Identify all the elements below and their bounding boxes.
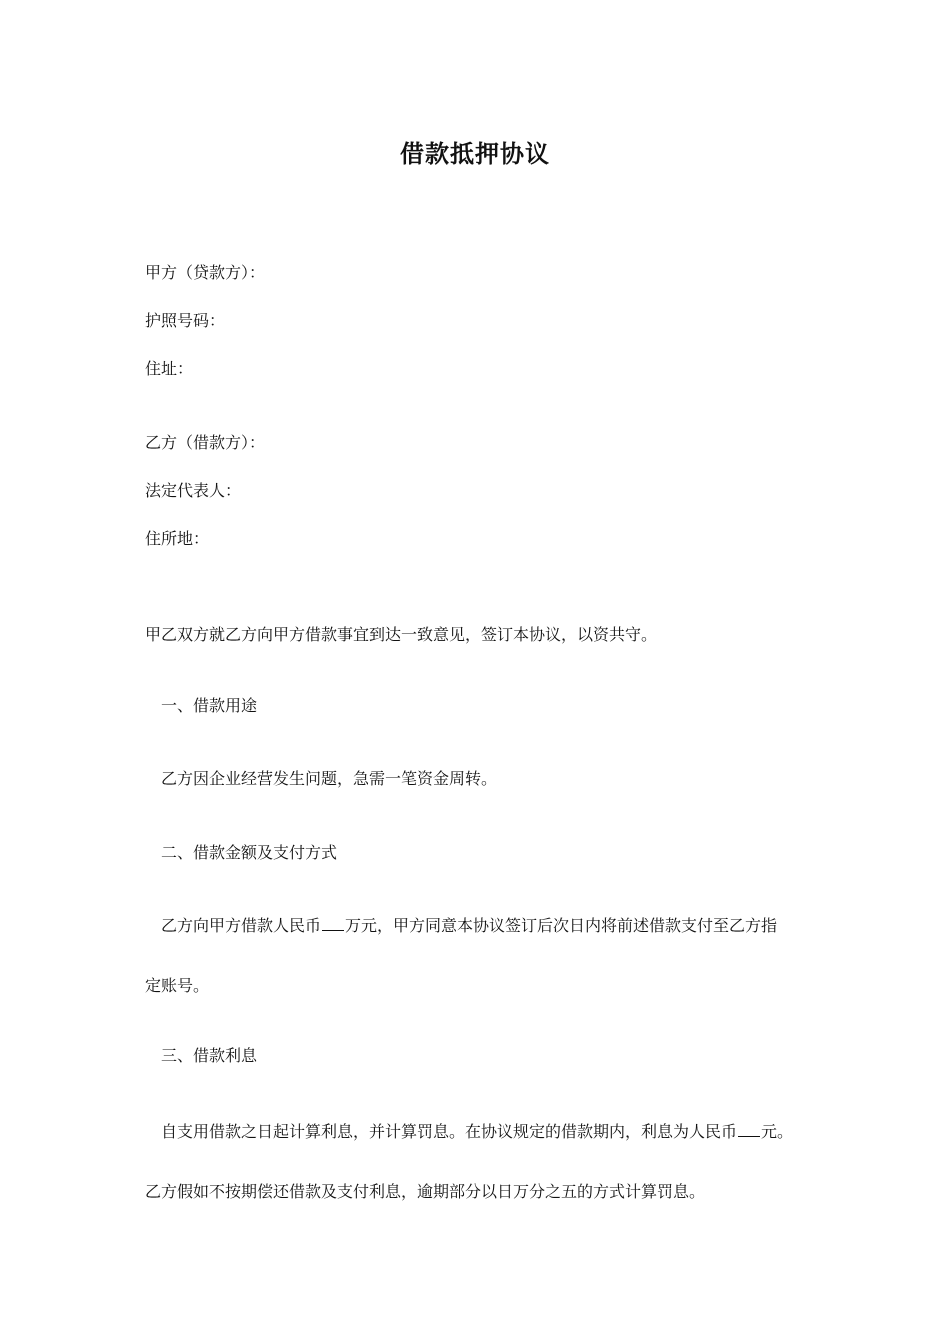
party-b-domicile: 住所地： xyxy=(145,529,210,548)
document-title: 借款抵押协议 xyxy=(400,139,550,168)
section-3-heading: 三、借款利息 xyxy=(161,1046,258,1065)
party-b-legal-rep: 法定代表人： xyxy=(145,481,242,500)
section-1-body: 乙方因企业经营发生问题，急需一笔资金周转。 xyxy=(161,769,498,788)
party-a-address: 住址： xyxy=(145,359,194,378)
party-b-label: 乙方（借款方）： xyxy=(145,433,266,452)
section-3-body-pre: 自支用借款之日起计算利息，并计算罚息。在协议规定的借款期内，利息为人民币 xyxy=(161,1122,738,1141)
party-a-label: 甲方（贷款方）： xyxy=(145,263,266,282)
section-2-heading: 二、借款金额及支付方式 xyxy=(161,843,338,862)
section-3-body xyxy=(161,1122,793,1142)
section-2-body-cont: 定账号。 xyxy=(145,976,210,995)
section-3-body-cont: 乙方假如不按期偿还借款及支付利息，逾期部分以日万分之五的方式计算罚息。 xyxy=(145,1182,706,1201)
section-3-body-post: 元。 xyxy=(761,1122,794,1141)
party-a-passport: 护照号码： xyxy=(145,311,226,330)
amount-blank xyxy=(322,916,344,931)
section-2-body-pre: 乙方向甲方借款人民币 xyxy=(161,916,322,935)
section-2-body-post: 万元，甲方同意本协议签订后次日内将前述借款支付至乙方指 xyxy=(345,916,778,935)
interest-blank xyxy=(738,1122,760,1137)
section-2-body xyxy=(161,916,777,936)
preamble: 甲乙双方就乙方向甲方借款事宜到达一致意见，签订本协议，以资共守。 xyxy=(145,625,658,644)
section-1-heading: 一、借款用途 xyxy=(161,696,258,715)
